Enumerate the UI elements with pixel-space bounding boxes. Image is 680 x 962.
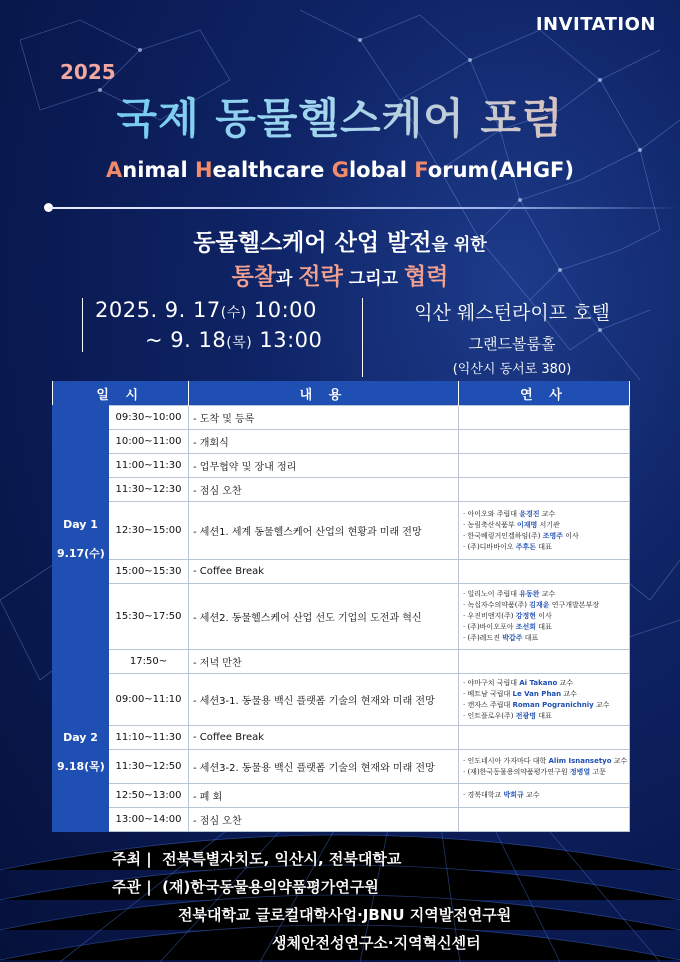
schedule-header-row (53, 381, 630, 406)
time-cell: 11:00~11:30 (109, 454, 189, 478)
speaker-name: 조선희 (515, 623, 537, 631)
speakers-cell (459, 650, 630, 674)
date-start-weekday: (수) (220, 305, 247, 321)
time-cell: 15:00~15:30 (109, 560, 189, 584)
date-end-time: 13:00 (252, 328, 323, 352)
event-venue (362, 298, 647, 377)
venue-hall: 그랜드볼룸홀 (468, 335, 556, 353)
schedule-row (53, 650, 630, 674)
title-divider (48, 207, 680, 209)
speaker-affiliation: · 한국베링거인겔하임(주) (463, 531, 543, 540)
speaker-entry (463, 756, 628, 767)
speaker-affiliation: · 야마구치 국립대 (463, 678, 520, 687)
speaker-name: 이재명 (517, 520, 538, 529)
schedule-row (53, 560, 630, 584)
content-cell: - 폐 회 (189, 784, 459, 808)
speaker-affiliation: · 아이오와 주립대 (463, 509, 520, 518)
date-end-day: ~ 9. 18 (145, 328, 227, 352)
content-cell: - 도착 및 등록 (189, 406, 459, 430)
speaker-title: 교수 (611, 756, 628, 765)
speaker-name: 박희규 (503, 791, 524, 799)
speakers-cell (459, 502, 630, 560)
speakers-cell (459, 430, 630, 454)
speaker-affiliation: · 인도네시아 가자마다 대학 (463, 756, 549, 765)
speaker-name: 주후돈 (515, 542, 537, 551)
speaker-name: 박갑주 (502, 634, 523, 642)
speaker-entry (463, 531, 625, 542)
time-cell: 12:50~13:00 (109, 784, 189, 808)
speaker-entry (463, 520, 625, 531)
speaker-affiliation: · (주)바이오포아 (463, 623, 516, 631)
title-en-word: lobal (348, 158, 415, 182)
title-korean: 국제 동물헬스케어 포럼 (0, 86, 680, 146)
speakers-cell (459, 584, 630, 650)
speaker-name: Ai Takano (519, 678, 558, 687)
subtitle-line2 (0, 258, 680, 291)
content-cell: - 저녁 만찬 (189, 650, 459, 674)
speaker-title: 고문 (590, 767, 606, 776)
schedule-row (53, 726, 630, 750)
speaker-name: 전광명 (515, 711, 537, 720)
speaker-title: 교수 (523, 791, 540, 799)
title-en-initial: G (331, 158, 349, 182)
time-cell: 09:30~10:00 (109, 406, 189, 430)
time-cell: 11:10~11:30 (109, 726, 189, 750)
speaker-title: 교수 (593, 700, 610, 709)
speaker-title: 서기관 (537, 520, 560, 529)
event-year: 2025 (60, 60, 116, 84)
subtitle-cooperation: 협력 (403, 264, 449, 290)
speaker-affiliation: · 베트남 국립대 (463, 689, 513, 698)
host-value: 전북특별자치도, 익산시, 전북대학교 (162, 850, 402, 868)
speaker-entry (463, 589, 625, 600)
subtitle-main: 동물헬스케어 산업 발전 (193, 230, 432, 256)
speaker-affiliation: · (주)레드진 (463, 634, 503, 642)
speakers-cell (459, 750, 630, 784)
speaker-entry (463, 711, 625, 722)
schedule-row (53, 478, 630, 502)
content-cell: - Coffee Break (189, 560, 459, 584)
title-en-word: ealthcare (212, 158, 332, 182)
schedule-row (53, 808, 630, 832)
speaker-name: Roman Pogranichniy (512, 700, 594, 709)
time-cell: 11:30~12:50 (109, 750, 189, 784)
speaker-name: Le Van Phan (512, 689, 562, 698)
speaker-entry (463, 790, 625, 801)
schedule-row (53, 750, 630, 784)
speaker-affiliation: · 일리노이 주립대 (463, 590, 520, 598)
content-cell: - 업무협약 및 장내 정리 (189, 454, 459, 478)
organizer-value: (재)한국동물용의약품평가연구원 (162, 878, 379, 896)
speaker-name: 윤경진 (519, 509, 540, 518)
schedule-row (53, 784, 630, 808)
speaker-name: 김재윤 (529, 601, 550, 609)
speaker-name: 조명주 (542, 531, 564, 540)
speaker-affiliation: · 경북대학교 (463, 791, 504, 799)
speaker-title: 연구개발본부장 (549, 601, 600, 609)
day-date: 9.17(수) (57, 547, 105, 560)
time-cell: 15:30~17:50 (109, 584, 189, 650)
title-en-word: nimal (122, 158, 195, 182)
date-start (95, 298, 355, 322)
speakers-cell (459, 674, 630, 726)
speaker-title: 이사 (536, 612, 552, 620)
title-en-initial: F (414, 158, 428, 182)
content-cell: - 세션2. 동물헬스케어 산업 선도 기업의 도전과 혁신 (189, 584, 459, 650)
speaker-entry (463, 767, 625, 778)
venue-name: 익산 웨스턴라이프 호텔 (414, 302, 610, 324)
schedule-body (53, 406, 630, 832)
schedule-row (53, 406, 630, 430)
speaker-title: 교수 (557, 678, 574, 687)
speaker-entry (463, 611, 625, 622)
speaker-affiliation: · (주)디바바이오 (463, 542, 516, 551)
time-cell: 17:50~ (109, 650, 189, 674)
time-cell: 12:30~15:00 (109, 502, 189, 560)
time-cell: 09:00~11:10 (109, 674, 189, 726)
content-cell: - 개회식 (189, 430, 459, 454)
content-cell: - Coffee Break (189, 726, 459, 750)
speakers-cell (459, 560, 630, 584)
day-cell (53, 674, 109, 832)
subtitle-small: 을 위한 (431, 235, 487, 255)
day-label: Day 1 (63, 518, 98, 531)
day-date: 9.18(목) (57, 760, 105, 773)
speaker-title: 대표 (536, 542, 552, 551)
schedule-row (53, 674, 630, 726)
content-cell: - 점심 오찬 (189, 478, 459, 502)
speaker-entry (463, 689, 625, 700)
header-datetime: 일 시 (53, 381, 189, 406)
subtitle-line1 (0, 224, 680, 257)
title-en-initial: A (105, 158, 123, 182)
content-cell: - 세션3-2. 동물용 백신 플랫폼 기술의 현재와 미래 전망 (189, 750, 459, 784)
title-en-word: orum(AHGF) (427, 158, 575, 182)
schedule-row (53, 454, 630, 478)
date-end (95, 328, 355, 352)
day-label: Day 2 (63, 731, 98, 744)
content-cell: - 세션1. 세계 동물헬스케어 산업의 현황과 미래 전망 (189, 502, 459, 560)
organizer-label: 주관 | (112, 878, 152, 896)
host-label: 주최 | (112, 850, 152, 868)
speaker-title: 대표 (536, 711, 552, 720)
speaker-title: 교수 (539, 590, 556, 598)
title-english (0, 158, 680, 182)
content-cell: - 세션3-1. 동물용 백신 플랫폼 기술의 현재와 미래 전망 (189, 674, 459, 726)
speaker-affiliation: · 우진비앤지(주) (463, 612, 516, 620)
schedule-row (53, 502, 630, 560)
speaker-title: 대표 (536, 623, 552, 631)
speaker-entry (463, 600, 625, 611)
speaker-name: 강정현 (515, 612, 537, 620)
speaker-affiliation: · (재)한국동물용의약품평가연구원 (463, 767, 570, 776)
speaker-entry (463, 633, 625, 644)
speakers-cell (459, 784, 630, 808)
time-cell: 11:30~12:30 (109, 478, 189, 502)
speaker-affiliation: · 녹십자수의약품(주) (463, 601, 530, 609)
speaker-name: 유동완 (519, 590, 540, 598)
speaker-title: 교수 (561, 689, 577, 698)
speaker-affiliation: · 인트플로우(주) (463, 711, 516, 720)
organizer-line2: 전북대학교 글로컬대학사업·JBNU 지역발전연구원 (178, 906, 512, 924)
speakers-cell (459, 478, 630, 502)
date-end-weekday: (목) (226, 335, 253, 351)
speakers-cell (459, 726, 630, 750)
host-line (112, 848, 401, 869)
invitation-label: INVITATION (535, 14, 656, 35)
time-cell: 13:00~14:00 (109, 808, 189, 832)
speakers-cell (459, 406, 630, 430)
subtitle-conj: 과 (276, 269, 299, 289)
header-speakers: 연 사 (459, 381, 630, 406)
speaker-entry (463, 509, 625, 520)
speaker-name: 정병열 (569, 767, 591, 776)
organizer-line (112, 876, 379, 897)
content-cell: - 점심 오찬 (189, 808, 459, 832)
organizer-line3: 생체안전성연구소·지역혁신센터 (272, 934, 481, 952)
date-start-time: 10:00 (246, 298, 317, 322)
subtitle-strategy: 전략 (298, 264, 343, 290)
time-cell: 10:00~11:00 (109, 430, 189, 454)
subtitle-insight: 통찰 (231, 264, 277, 290)
subtitle-conj: 그리고 (342, 269, 404, 289)
speakers-cell (459, 454, 630, 478)
venue-address: (익산시 동서로 380) (452, 362, 572, 377)
speakers-cell (459, 808, 630, 832)
title-en-initial: H (194, 158, 213, 182)
speaker-affiliation: · 농림축산식품부 (463, 520, 518, 529)
date-start-day: 2025. 9. 17 (95, 298, 221, 322)
speaker-entry (463, 678, 625, 689)
speaker-entry (463, 622, 625, 633)
speaker-title: 이사 (563, 531, 579, 540)
schedule-row (53, 430, 630, 454)
speaker-name: Alim Isnansetyo (548, 756, 612, 765)
speaker-affiliation: · 캔자스 주립대 (463, 700, 513, 709)
schedule-table (52, 381, 629, 832)
day-cell (53, 406, 109, 674)
speaker-entry (463, 542, 625, 553)
schedule-row (53, 584, 630, 650)
speaker-entry (463, 700, 625, 711)
speaker-title: 교수 (539, 509, 556, 518)
event-date (82, 298, 355, 352)
speaker-title: 대표 (522, 634, 539, 642)
header-content: 내 용 (189, 381, 459, 406)
